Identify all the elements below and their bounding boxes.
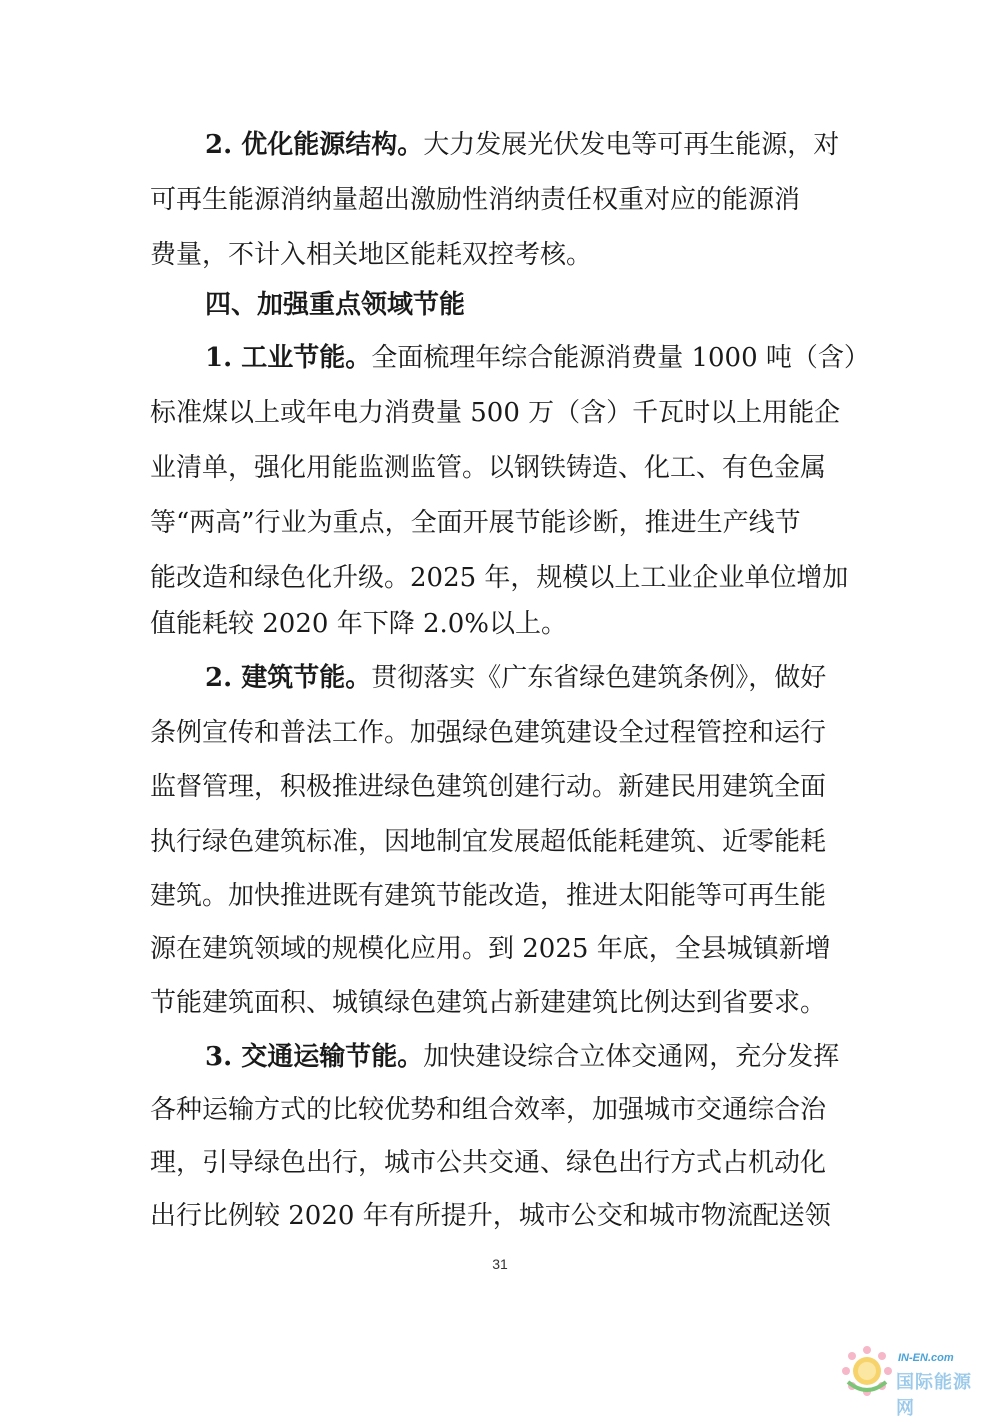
section-heading [0,285,1000,325]
paragraph-line [0,1143,1000,1183]
watermark-logo [838,1342,988,1419]
paragraph-line [0,1090,1000,1130]
paragraph-line [0,822,1000,862]
watermark-name: 国际能源网 [896,1372,972,1419]
paragraph-text: 可再生能源消纳量超出激励性消纳责任权重对应的能源消 [150,185,801,215]
paragraph-line [0,983,1000,1023]
paragraph-text: 条例宣传和普法工作。加强绿色建筑建设全过程管控和运行 [150,718,827,748]
section-heading-text: 四、加强重点领域节能 [205,290,466,320]
paragraph-line [0,1037,1000,1077]
paragraph-text: 全面梳理年综合能源消费量 1000 吨（含） [371,343,870,373]
paragraph-text: 标准煤以上或年电力消费量 500 万（含）千瓦时以上用能企 [150,398,841,428]
paragraph-text: 监督管理，积极推进绿色建筑创建行动。新建民用建筑全面 [150,772,827,802]
paragraph-text: 理，引导绿色出行，城市公共交通、绿色出行方式占机动化 [150,1148,827,1178]
paragraph-text: 大力发展光伏发电等可再生能源，对 [423,130,840,160]
paragraph-text: 出行比例较 2020 年有所提升，城市公交和城市物流配送领 [150,1201,831,1231]
paragraph-text: 源在建筑领域的规模化应用。到 2025 年底，全县城镇新增 [150,934,831,964]
page-number: 31 [492,1256,508,1272]
paragraph-text: 建筑。加快推进既有建筑节能改造，推进太阳能等可再生能 [150,881,827,911]
paragraph-text: 等“两高”行业为重点，全面开展节能诊断，推进生产线节 [150,508,801,538]
paragraph-line [0,503,1000,543]
paragraph-line [0,338,1000,378]
paragraph-heading: 1. 工业节能。 [205,343,372,373]
paragraph-text: 能改造和绿色化升级。2025 年，规模以上工业企业单位增加 [150,563,849,593]
paragraph-heading: 3. 交通运输节能。 [205,1042,424,1072]
paragraph-text: 节能建筑面积、城镇绿色建筑占新建建筑比例达到省要求。 [150,988,827,1018]
paragraph-line [0,393,1000,433]
paragraph-line [0,876,1000,916]
paragraph-line [0,448,1000,488]
paragraph-heading: 2. 优化能源结构。 [205,130,424,160]
paragraph-text: 费量，不计入相关地区能耗双控考核。 [150,240,593,270]
paragraph-text: 值能耗较 2020 年下降 2.0%以上。 [150,609,568,639]
paragraph-line [0,929,1000,969]
paragraph-line [0,1196,1000,1236]
paragraph-line [0,713,1000,753]
paragraph-line [0,658,1000,698]
paragraph-text: 加快建设综合立体交通网，充分发挥 [423,1042,840,1072]
paragraph-line [0,558,1000,598]
paragraph-line [0,125,1000,165]
paragraph-text: 各种运输方式的比较优势和组合效率，加强城市交通综合治 [150,1095,827,1125]
paragraph-line [0,180,1000,220]
paragraph-line [0,235,1000,275]
paragraph-text: 执行绿色建筑标准，因地制宜发展超低能耗建筑、近零能耗 [150,827,827,857]
watermark-domain: IN-EN.com [898,1352,954,1364]
paragraph-line [0,604,1000,644]
paragraph-line [0,767,1000,807]
paragraph-text: 业清单，强化用能监测监管。以钢铁铸造、化工、有色金属 [150,453,827,483]
paragraph-heading: 2. 建筑节能。 [205,663,372,693]
sun-icon [838,1342,896,1400]
paragraph-text: 贯彻落实《广东省绿色建筑条例》，做好 [371,663,827,693]
